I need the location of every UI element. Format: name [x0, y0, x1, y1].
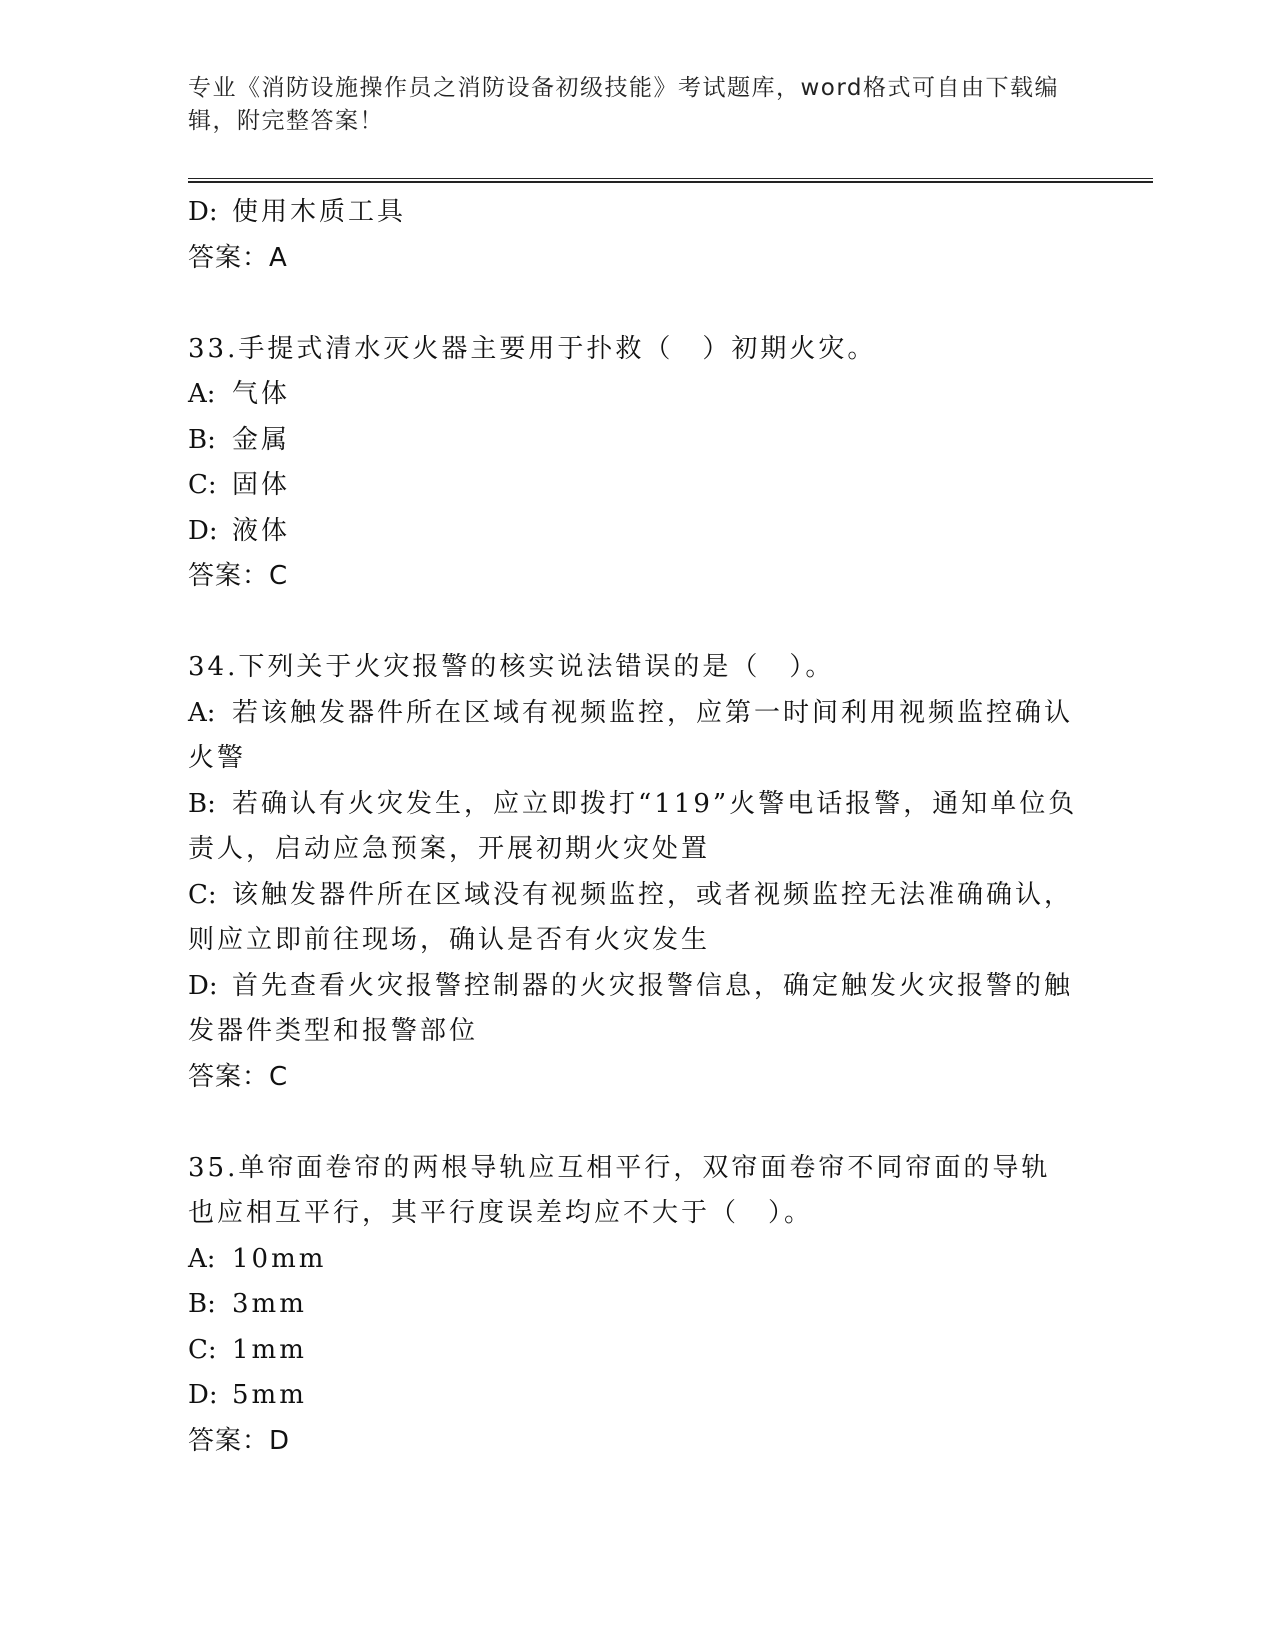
previous-question-tail: [188, 190, 1078, 281]
option-key: A:: [188, 1243, 216, 1274]
option-key: C:: [188, 470, 217, 500]
header-divider: [188, 178, 1153, 183]
option-text: 5mm: [232, 1380, 307, 1410]
option-b: [188, 782, 1078, 873]
option-key: D:: [188, 197, 218, 227]
option-text: 液体: [232, 515, 291, 546]
option-d: [188, 509, 1078, 555]
answer-label: 答案：: [188, 1425, 270, 1456]
option-key: A:: [188, 697, 216, 728]
answer-line: [188, 236, 1078, 282]
option-a: [188, 691, 1078, 782]
option-d: [188, 964, 1078, 1055]
option-text: 3mm: [232, 1289, 307, 1319]
answer-value: A: [269, 242, 288, 273]
answer-label: 答案：: [188, 242, 270, 273]
option-text: 使用木质工具: [232, 197, 407, 227]
option-text: 若确认有火灾发生，应立即拨打“119”火警电话报警，通知单位负责人，启动应急预案，开展初期火灾处置: [188, 788, 1078, 864]
option-a: [188, 372, 1078, 418]
spacer: [188, 281, 1078, 327]
option-c: [188, 1328, 1078, 1374]
answer-value: C: [269, 1061, 289, 1092]
option-key: C:: [188, 879, 217, 910]
option-key: D:: [188, 970, 218, 1001]
option-text: 气体: [232, 379, 291, 409]
option-text: 10mm: [232, 1243, 327, 1274]
option-text: 金属: [232, 424, 291, 455]
option-text: 固体: [232, 470, 291, 500]
option-c: [188, 463, 1078, 509]
option-text: 1mm: [232, 1334, 307, 1365]
page-header: 专业《消防设施操作员之消防设备初级技能》考试题库，word格式可自由下载编辑，附完整答案！: [188, 75, 1060, 134]
spacer: [188, 600, 1078, 646]
option-key: B:: [188, 788, 216, 819]
spacer: [188, 1100, 1078, 1146]
question-34: [188, 645, 1078, 1100]
option-d: [188, 190, 1078, 236]
option-key: D:: [188, 515, 218, 546]
option-a: [188, 1237, 1078, 1283]
option-d: [188, 1373, 1078, 1419]
option-key: C:: [188, 1334, 217, 1365]
document-body: [188, 190, 1078, 1464]
answer-line: [188, 554, 1078, 600]
option-key: B:: [188, 1289, 216, 1319]
option-c: [188, 873, 1078, 964]
answer-value: D: [269, 1425, 291, 1456]
option-key: D:: [188, 1380, 218, 1410]
answer-line: [188, 1055, 1078, 1101]
option-text: 该触发器件所在区域没有视频监控，或者视频监控无法准确确认，则应立即前往现场，确认是否有火灾发生: [188, 879, 1074, 955]
option-text: 首先查看火灾报警控制器的火灾报警信息，确定触发火灾报警的触发器件类型和报警部位: [188, 970, 1074, 1046]
answer-value: C: [269, 561, 289, 591]
option-b: [188, 1282, 1078, 1328]
answer-label: 答案：: [188, 1061, 270, 1092]
option-b: [188, 418, 1078, 464]
option-key: B:: [188, 424, 216, 455]
question-stem: 34.下列关于火灾报警的核实说法错误的是（ ）。: [188, 652, 835, 682]
answer-line: [188, 1419, 1078, 1465]
question-stem: 35.单帘面卷帘的两根导轨应互相平行，双帘面卷帘不同帘面的导轨也应相互平行，其平行度误差均应不大于（ ）。: [188, 1152, 1051, 1228]
option-text: 若该触发器件所在区域有视频监控，应第一时间利用视频监控确认火警: [188, 697, 1074, 773]
question-35: [188, 1146, 1078, 1465]
option-key: A:: [188, 379, 216, 409]
question-33: [188, 327, 1078, 600]
answer-label: 答案：: [188, 561, 270, 591]
question-stem: 33.手提式清水灭火器主要用于扑救（ ）初期火灾。: [188, 333, 877, 364]
